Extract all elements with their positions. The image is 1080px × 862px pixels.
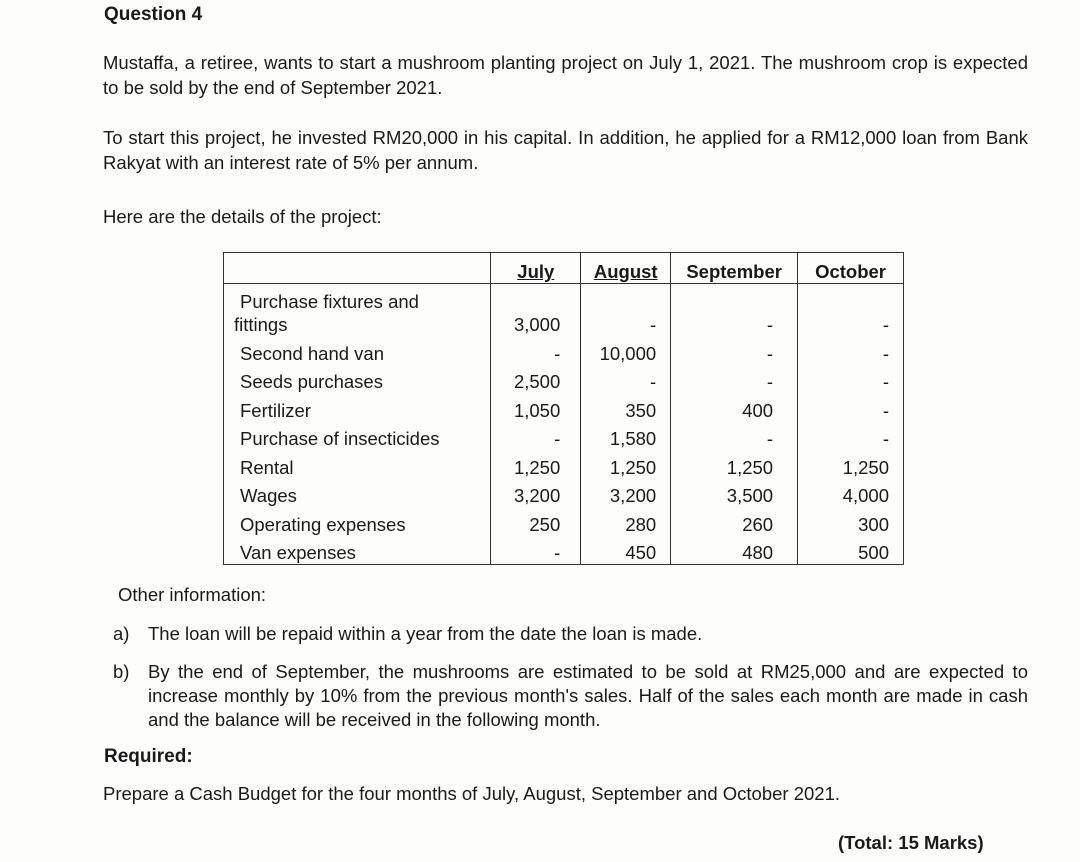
total-marks: (Total: 15 Marks) xyxy=(838,832,984,853)
table-row xyxy=(224,284,904,337)
row-label: Operating expenses xyxy=(224,507,491,536)
details-intro: Here are the details of the project: xyxy=(103,206,382,227)
table-row xyxy=(224,536,904,565)
cell-october: 500 xyxy=(798,536,904,565)
cell-october: 300 xyxy=(798,507,904,536)
item-marker: b) xyxy=(113,661,130,682)
item-text: By the end of September, the mushrooms are estimated to be sold at RM25,000 and are expected to increase monthly by 10% from the previous month's sales. Half of the sales each month are made in cash and the balance will be received in the following month. xyxy=(148,661,1028,730)
cell-october: - xyxy=(798,393,904,422)
row-label: Wages xyxy=(224,479,491,508)
required-text: Prepare a Cash Budget for the four months of July, August, September and October 2021. xyxy=(103,783,841,804)
row-label: Van expenses xyxy=(224,536,491,565)
row-label: Second hand van xyxy=(224,336,491,365)
row-label: Purchase fixtures and fittings xyxy=(224,284,491,337)
item-marker: a) xyxy=(113,623,130,644)
cell-july: 1,250 xyxy=(491,450,581,479)
cell-july: - xyxy=(491,422,581,451)
cell-september: - xyxy=(671,284,798,337)
table-row xyxy=(224,450,904,479)
cell-july: 250 xyxy=(491,507,581,536)
cell-august: 280 xyxy=(581,507,671,536)
other-info-item-b xyxy=(113,660,1028,732)
cell-august: 3,200 xyxy=(581,479,671,508)
investment-paragraph: To start this project, he invested RM20,000 in his capital. In addition, he applied for a RM12,000 loan from Bank Rakyat with an interest rate of 5% per annum. xyxy=(103,127,1028,173)
cell-september: 260 xyxy=(671,507,798,536)
cell-july: 3,200 xyxy=(491,479,581,508)
cell-october: 4,000 xyxy=(798,479,904,508)
cell-july: - xyxy=(491,536,581,565)
table-row xyxy=(224,365,904,394)
cell-august: 10,000 xyxy=(581,336,671,365)
header-september: September xyxy=(671,253,798,284)
item-text: The loan will be repaid within a year from the date the loan is made. xyxy=(148,623,703,644)
row-label: Seeds purchases xyxy=(224,365,491,394)
header-october: October xyxy=(798,253,904,284)
table-row xyxy=(224,422,904,451)
cell-august: - xyxy=(581,365,671,394)
row-label: Fertilizer xyxy=(224,393,491,422)
cell-october: - xyxy=(798,365,904,394)
cell-august: 1,250 xyxy=(581,450,671,479)
header-august: August xyxy=(581,253,671,284)
row-label: Purchase of insecticides xyxy=(224,422,491,451)
header-july: July xyxy=(491,253,581,284)
cell-september: - xyxy=(671,336,798,365)
cell-july: 1,050 xyxy=(491,393,581,422)
cell-october: - xyxy=(798,422,904,451)
cell-september: 400 xyxy=(671,393,798,422)
cell-july: 3,000 xyxy=(491,284,581,337)
cell-october: - xyxy=(798,336,904,365)
cell-september: - xyxy=(671,365,798,394)
table-header-row xyxy=(224,253,904,284)
header-blank xyxy=(224,253,491,284)
table-row xyxy=(224,507,904,536)
cell-august: - xyxy=(581,284,671,337)
cell-october: - xyxy=(798,284,904,337)
cell-september: 480 xyxy=(671,536,798,565)
intro-paragraph: Mustaffa, a retiree, wants to start a mushroom planting project on July 1, 2021. The mushroom crop is expected to be sold by the end of September 2021. xyxy=(103,52,1028,98)
other-info-item-a xyxy=(113,622,1028,646)
table-row xyxy=(224,479,904,508)
cell-august: 350 xyxy=(581,393,671,422)
cell-september: 1,250 xyxy=(671,450,798,479)
row-label: Rental xyxy=(224,450,491,479)
cell-august: 1,580 xyxy=(581,422,671,451)
table-row xyxy=(224,336,904,365)
cell-july: 2,500 xyxy=(491,365,581,394)
cell-august: 450 xyxy=(581,536,671,565)
cell-july: - xyxy=(491,336,581,365)
cell-october: 1,250 xyxy=(798,450,904,479)
question-title: Question 4 xyxy=(104,4,203,25)
cell-september: - xyxy=(671,422,798,451)
project-details-table xyxy=(223,252,904,565)
cell-september: 3,500 xyxy=(671,479,798,508)
table-row xyxy=(224,393,904,422)
other-info-heading: Other information: xyxy=(118,584,267,605)
required-heading: Required: xyxy=(104,746,193,767)
